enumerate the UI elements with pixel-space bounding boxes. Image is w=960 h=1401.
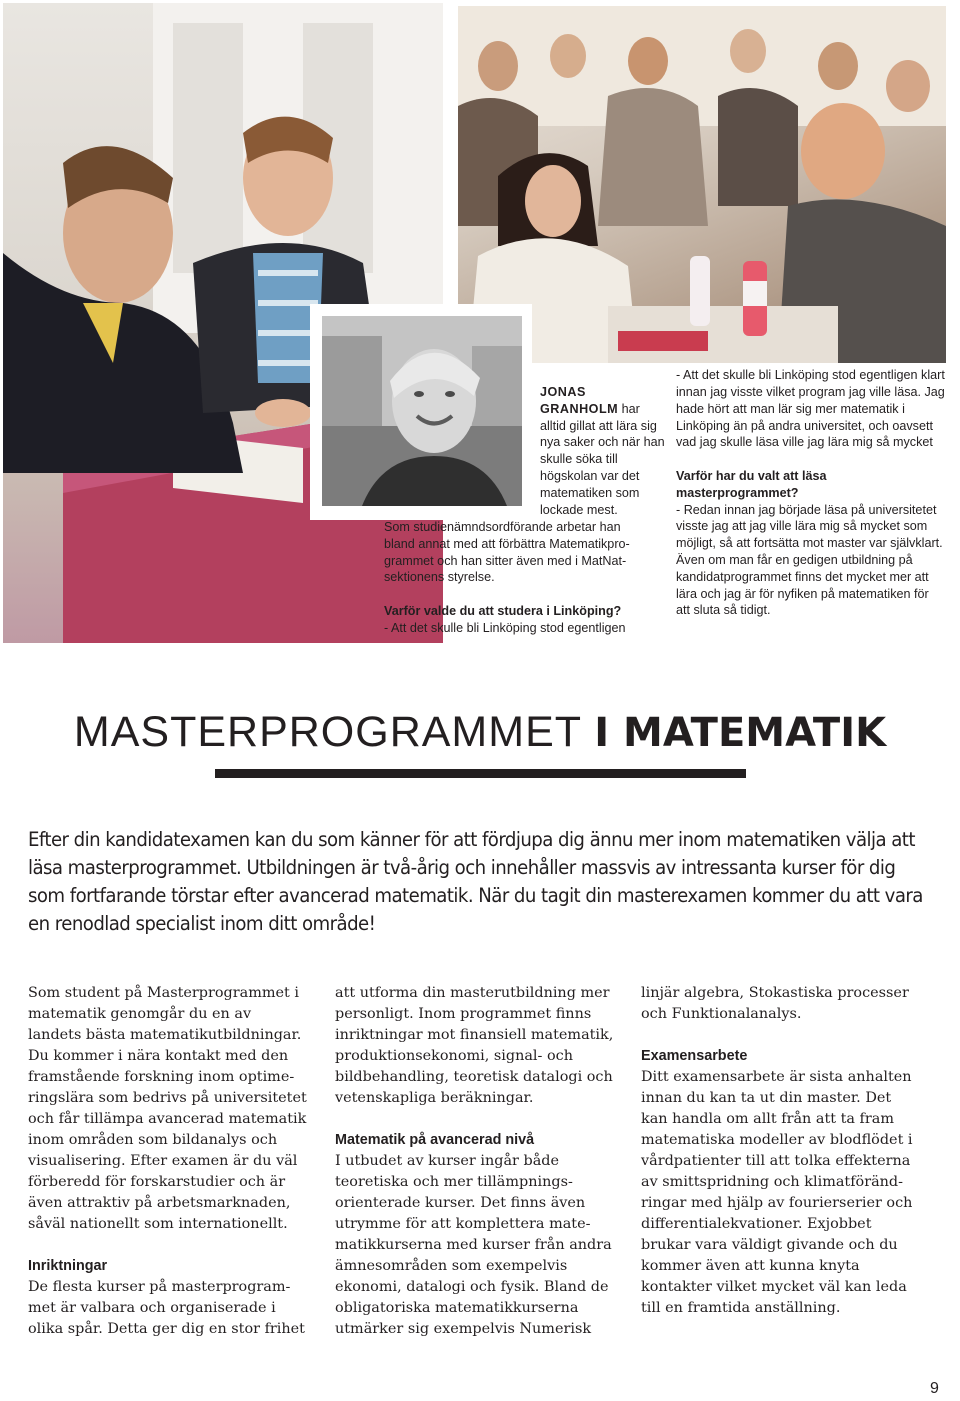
- col1-intro: Som student på Masterprogrammet i matematik genomgår du en av landets bästa matematikutbildningar. Du kommer i nära kontakt med den framstående forskning inom optimeringslära som bedrivs på universitetet och får tillämpa avancerad matematik inom områden som bildanalys och visualisering. Efter examen är du väl förberedd för forskarstudier och är även attraktiv på arbetsmarknaden, såväl nationellt som internationellt.: [28, 985, 307, 1232]
- page-title: [0, 706, 960, 759]
- interview-para2: Som studienämndsordförande arbetar han bland annat med att förbättra Matematikprogrammet och han sitter även med i MatNatsektionens styrelse.: [384, 520, 630, 585]
- interview-body-left: [384, 519, 646, 637]
- column-1: [28, 983, 308, 1340]
- interview-answer-2: - Redan innan jag började läsa på universitetet visste jag att jag ville lära mig så mycket som möjligt, så att fortsätta mot master var självklart. Även om man får en gedigen utbildning på kandidatprogrammet finns det mycket mer att lära och jag är för nyfiken på matematiken för att sluta så tidigt.: [676, 502, 943, 618]
- title-underline: [215, 769, 746, 778]
- interview-question-1: Varför valde du att studera i Linköping?: [384, 603, 622, 618]
- lead-paragraph: Efter din kandidatexamen kan du som känner för att fördjupa dig ännu mer inom matematiken välja att läsa masterprogrammet. Utbildningen är två-årig och innehåller massvis av intressanta kurser för dig som fortfarande törstar efter avancerad matematik. När du tagit din masterexamen kommer du att vara en renodlad specialist inom ditt område!: [28, 828, 923, 935]
- col3-heading-examensarbete: Examensarbete: [641, 1048, 748, 1064]
- col2-avancerad-text: I utbudet av kurser ingår både teoretiska och mer tillämpningsorienterade kurser. Det finns även utrymme för att komplettera matematikkurserna med kurser från andra ämnesområden som exempelvis ekonomi, datalogi och fysik. Bland de obligatoriska matematikkurserna utmärker sig exempelvis Numerisk: [335, 1153, 612, 1337]
- interview-body-right: [676, 368, 946, 619]
- col3-intro: linjär algebra, Stokastiska processer och Funktionalanalys.: [641, 985, 909, 1022]
- portrait-illustration: [322, 316, 522, 506]
- interview-intro-text: har alltid gillat att lära sig nya saker och när han skulle söka till högskolan var det matematiken som lockade mest.: [540, 401, 665, 517]
- interviewee-name: JONAS GRANHOLM: [540, 385, 619, 416]
- col1-heading-inriktningar: Inriktningar: [28, 1258, 108, 1274]
- interview-question-2: Varför har du valt att läsa masterprogrammet?: [676, 469, 827, 500]
- column-2: [335, 983, 615, 1340]
- interview-answer-1: - Att det skulle bli Linköping stod egentligen: [384, 620, 626, 635]
- col2-heading-avancerad: Matematik på avancerad nivå: [335, 1132, 535, 1148]
- portrait-jonas-granholm: [322, 316, 522, 506]
- page-number: 9: [930, 1380, 939, 1397]
- title-bold: I MATEMATIK: [594, 710, 887, 756]
- col1-inriktningar-text: De flesta kurser på masterprogrammet är valbara och organiserade i olika spår. Detta ger dig en stor frihet: [28, 1279, 305, 1337]
- interview-answer-1-continued: - Att det skulle bli Linköping stod egentligen klart innan jag visste vilket program jag ville läsa. Jag hade hört att man lär sig mer matematik i Linköping än på andra universitet, och oavsett vad jag skulle läsa ville jag lära mig så mycket: [676, 368, 945, 450]
- title-light: MASTERPROGRAMMET: [73, 708, 595, 756]
- col2-intro: att utforma din masterutbildning mer personligt. Inom programmet finns inriktningar mot finansiell matematik, produktionsekonomi, signal- och bildbehandling, teoretisk datalogi och vetenskapliga beräkningar.: [335, 985, 614, 1106]
- col3-examensarbete-text: Ditt examensarbete är sista anhalten innan du kan ta ut din master. Det kan handla om allt från att ta fram matematiska modeller av blodflödet i vårdpatienter till att tolka effekterna av smittspridning och klimatförändringar med hjälp av fourierserier och differentialekvationer. Exjobbet brukar vara väldigt givande och du kommer även att kunna knyta kontakter vilket mycket väl kan leda till en framtida anställning.: [641, 1069, 913, 1316]
- interview-intro: [540, 384, 665, 518]
- column-3: [641, 983, 921, 1319]
